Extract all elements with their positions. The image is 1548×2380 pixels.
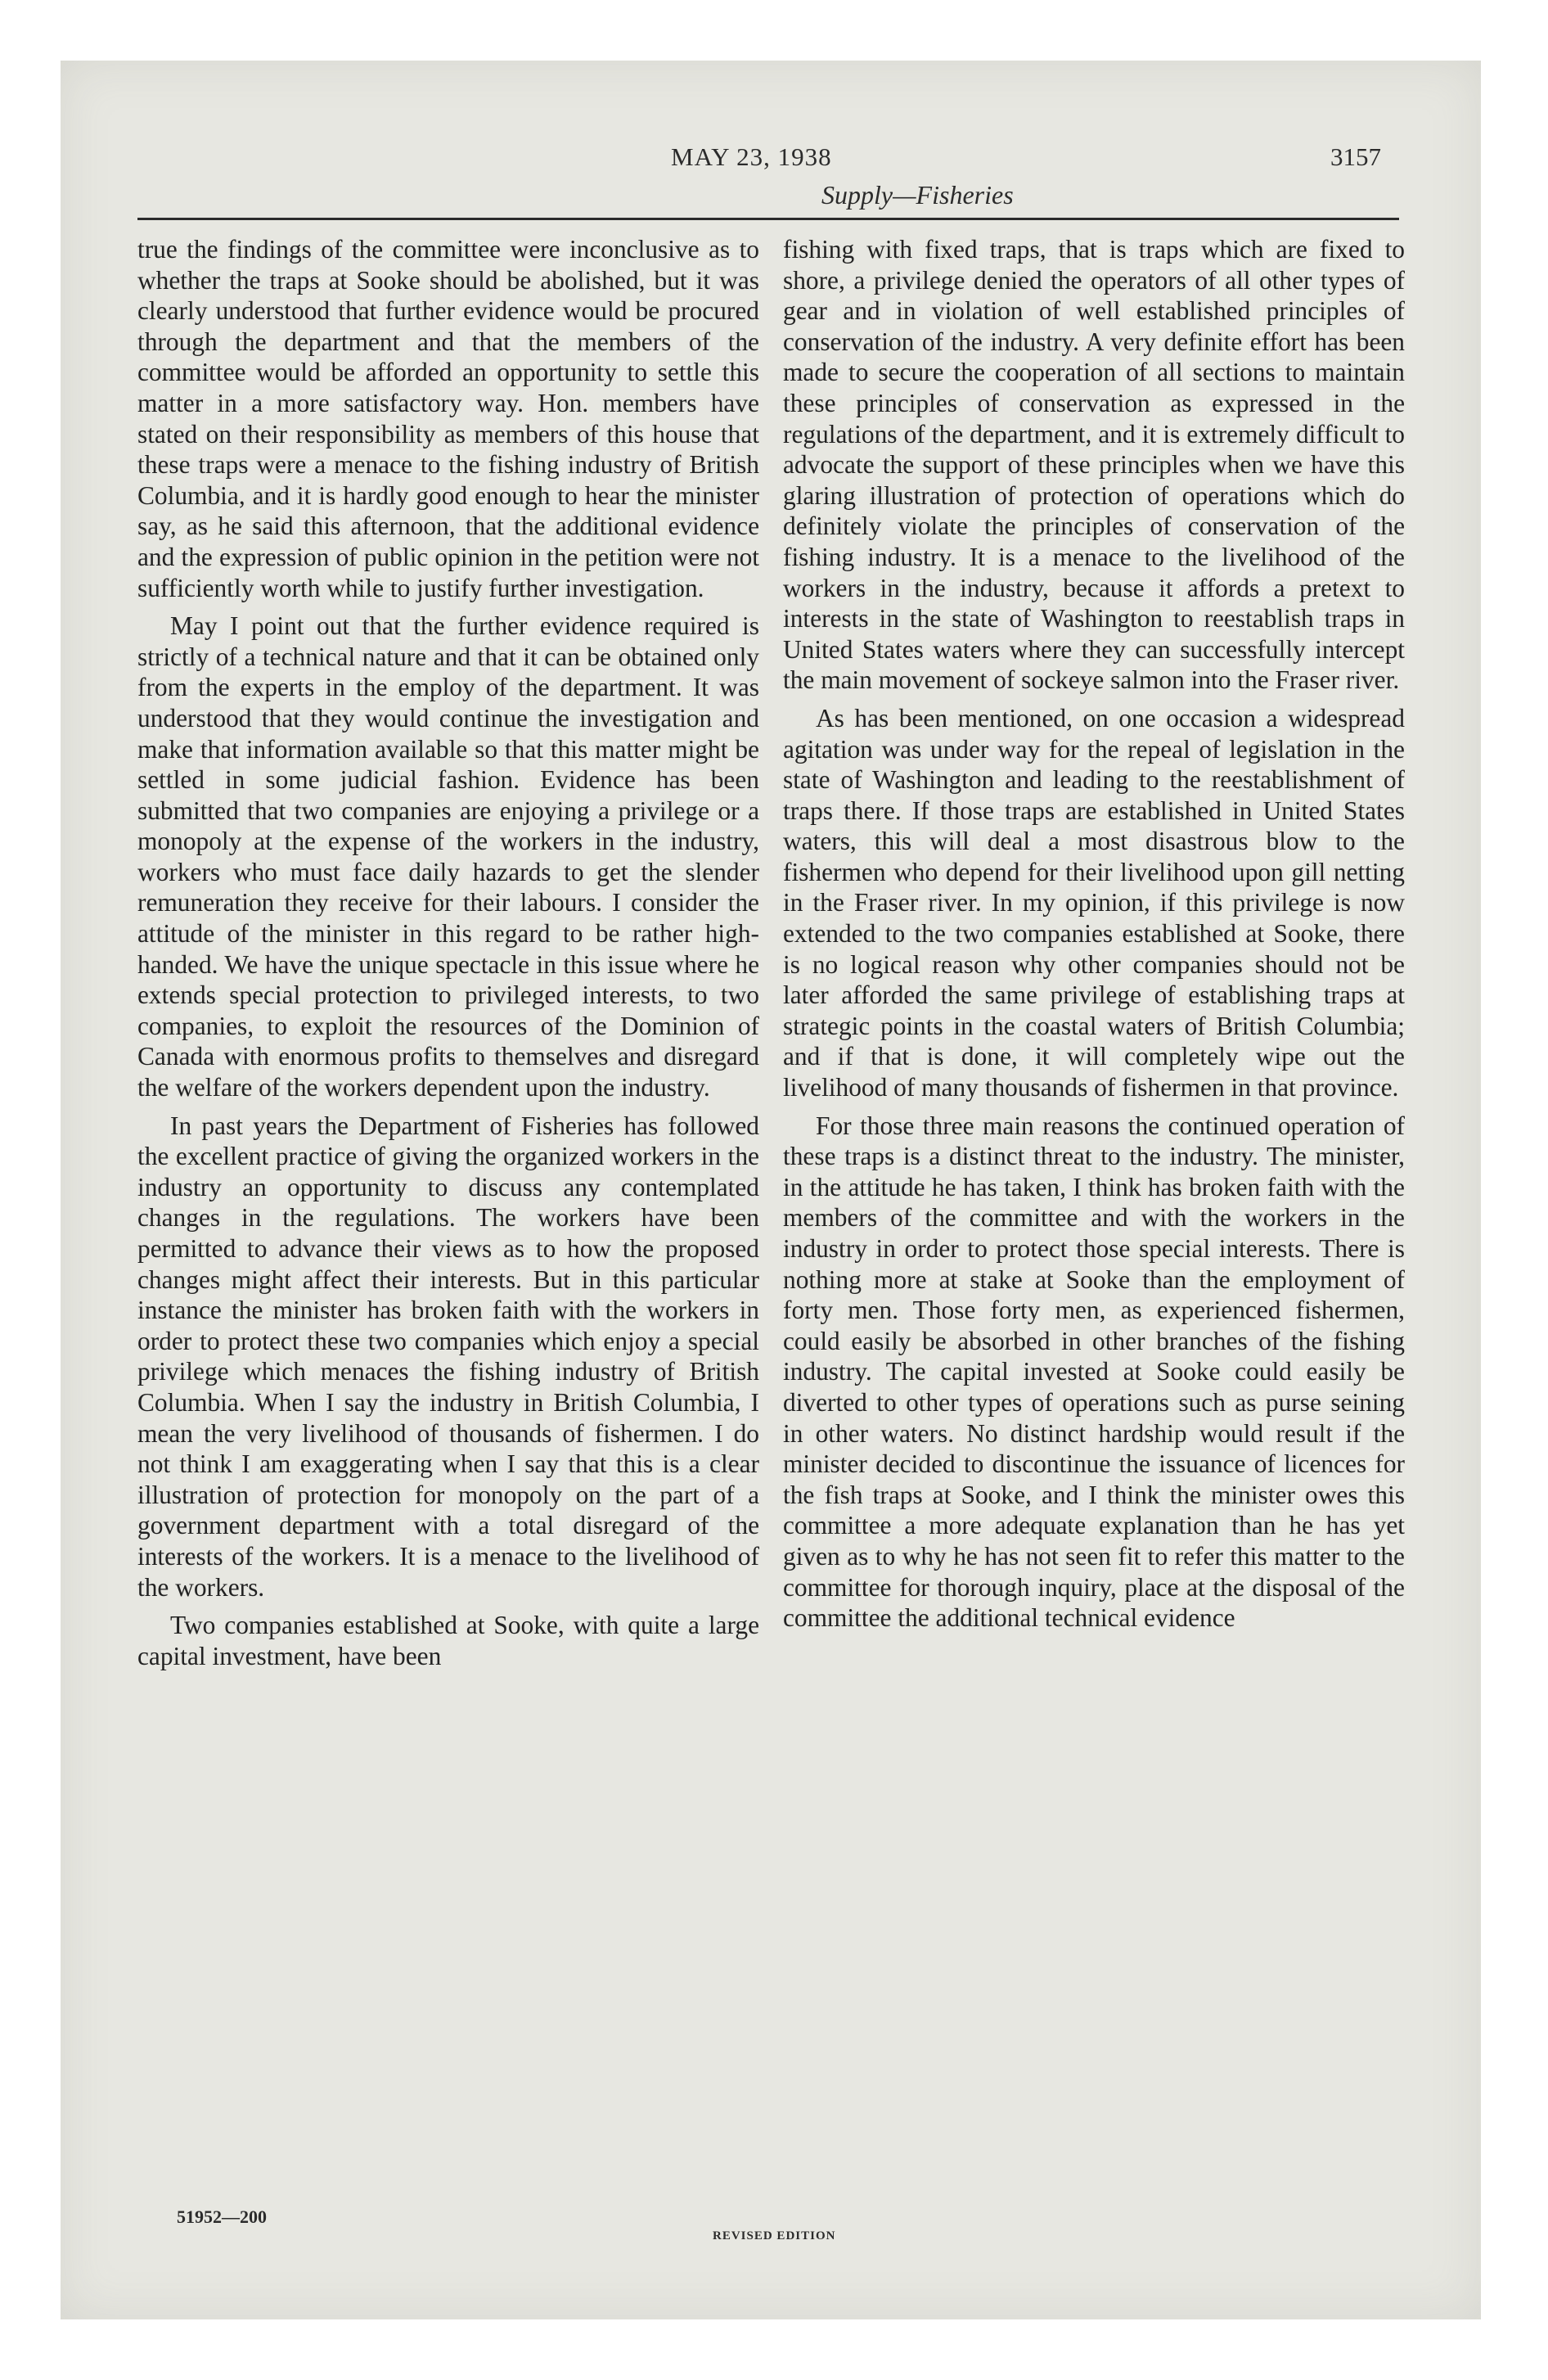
section-title: Supply—Fisheries <box>821 180 1014 210</box>
right-paragraph-2: As has been mentioned, on one occasion a widespread agitation was under way for the repeal of legislation in the state of Washington and leading to the reestablishment of traps there. If those traps are established in United States waters, this will deal a most disastrous blow to the fishermen who depend for their livelihood upon gill netting in the Fraser river. In my opinion, if this privilege is now extended to the two companies established at Sooke, there is no logical reason why other companies should not be later afforded the same privilege of establishing traps at strategic points in the coastal waters of British Columbia; and if that is done, it will completely wipe out the livelihood of many thousands of fishermen in that province. <box>783 703 1405 1102</box>
header-rule <box>137 218 1399 220</box>
edition-label: REVISED EDITION <box>713 2229 836 2243</box>
print-code: 51952—200 <box>177 2206 267 2227</box>
right-paragraph-1: fishing with fixed traps, that is traps which are fixed to shore, a privilege denied the operators of all other types of gear and in violation of well established principles of conservation of the industry. A very definite effort has been made to secure the cooperation of all sections to maintain these principles of conservation as expressed in the regulations of the department, and it is extremely difficult to advocate the support of these principles when we have this glaring illustration of protection of operations which do definitely violate the principles of conservation of the fishing industry. It is a menace to the livelihood of the workers in the industry, because it affords a pretext to interests in the state of Washington to reestablish traps in United States waters where they can successfully intercept the main movement of sockeye salmon into the Fraser river. <box>783 235 1405 695</box>
left-column <box>137 234 759 1671</box>
right-column <box>783 234 1405 1634</box>
left-paragraph-4: Two companies established at Sooke, with quite a large capital investment, have been <box>137 1611 759 1670</box>
page-date: MAY 23, 1938 <box>671 142 832 171</box>
left-paragraph-1: true the findings of the committee were inconclusive as to whether the traps at Sooke should be abolished, but it was clearly understood that further evidence would be procured through the department and that the members of the committee would be afforded an opportunity to settle this matter in a more satisfactory way. Hon. members have stated on their responsibility as members of this house that these traps were a menace to the fishing industry of British Columbia, and it is hardly good enough to hear the minister say, as he said this afternoon, that the additional evidence and the expression of public opinion in the petition were not sufficiently worth while to justify further investigation. <box>137 235 759 602</box>
right-paragraph-3: For those three main reasons the continued operation of these traps is a distinct threat to the industry. The minister, in the attitude he has taken, I think has broken faith with the members of the committee and with the workers in the industry in order to protect those special interests. There is nothing more at stake at Sooke than the employment of forty men. Those forty men, as experienced fishermen, could easily be absorbed in other branches of the fishing industry. The capital invested at Sooke could easily be diverted to other types of operations such as purse seining in other waters. No distinct hardship would result if the minister decided to discontinue the issuance of licences for the fish traps at Sooke, and I think the minister owes this committee a more adequate explanation than he has yet given as to why he has not seen fit to refer this matter to the committee for thorough inquiry, place at the disposal of the committee the additional technical evidence <box>783 1111 1405 1633</box>
left-paragraph-2: May I point out that the further evidence required is strictly of a technical nature and that it can be obtained only from the experts in the employ of the department. It was understood that they would continue the investigation and make that information available so that this matter might be settled in some judicial fashion. Evidence has been submitted that two companies are enjoying a privilege or a monopoly at the expense of the workers in the industry, workers who must face daily hazards to get the slender remuneration they receive for their labours. I consider the attitude of the minister in this regard to be rather high-handed. We have the unique spectacle in this issue where he extends special protection to privileged interests, to two companies, to exploit the resources of the Dominion of Canada with enormous profits to themselves and disregard the welfare of the workers dependent upon the industry. <box>137 611 759 1102</box>
left-paragraph-3: In past years the Department of Fisheries has followed the excellent practice of giving the organized workers in the industry an opportunity to discuss any contemplated changes in the regulations. The workers have been permitted to advance their views as to how the proposed changes might affect their interests. But in this particular instance the minister has broken faith with the workers in order to protect these two companies which enjoy a special privilege which menaces the fishing industry of British Columbia. When I say the industry in British Columbia, I mean the very livelihood of thousands of fishermen. I do not think I am exaggerating when I say that this is a clear illustration of protection for monopoly on the part of a government department with a total disregard of the interests of the workers. It is a menace to the livelihood of the workers. <box>137 1111 759 1602</box>
page-number: 3157 <box>1330 142 1381 171</box>
